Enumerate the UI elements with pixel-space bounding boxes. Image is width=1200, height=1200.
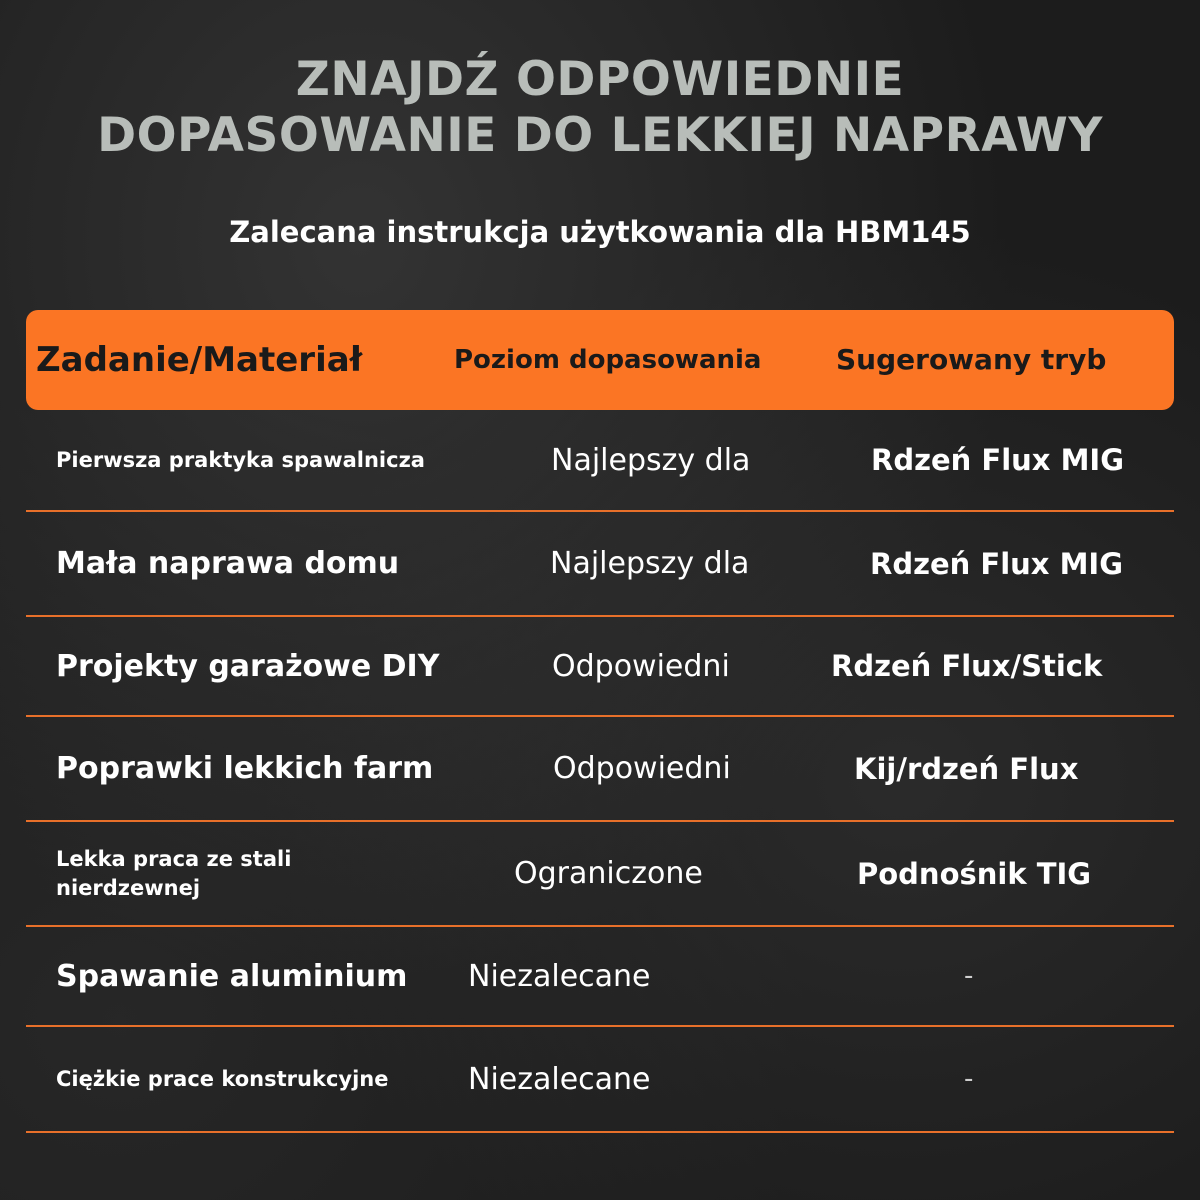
row-task: Poprawki lekkich farm	[56, 751, 434, 786]
table-row	[26, 410, 1174, 512]
table-header	[26, 310, 1174, 410]
row-level: Odpowiedni	[553, 751, 731, 786]
row-task: Mała naprawa domu	[56, 546, 400, 581]
row-level: Niezalecane	[468, 958, 651, 994]
table-row	[26, 927, 1174, 1027]
table-row	[26, 822, 1174, 927]
row-task: Ciężkie prace konstrukcyjne	[56, 1066, 389, 1091]
page-subtitle: Zalecana instrukcja użytkowania dla HBM145	[229, 215, 971, 249]
row-task: Pierwsza praktyka spawalnicza	[56, 447, 425, 472]
row-mode: Kij/rdzeń Flux	[854, 751, 1079, 786]
row-level: Niezalecane	[468, 1061, 651, 1097]
title-line-2: DOPASOWANIE DO LEKKIEJ NAPRAWY	[97, 108, 1103, 163]
row-level: Ograniczone	[514, 856, 703, 891]
table-row	[26, 1027, 1174, 1133]
row-mode: Podnośnik TIG	[857, 856, 1092, 891]
header-task-material: Zadanie/Materiał	[36, 340, 363, 380]
table-row	[26, 512, 1174, 617]
row-task: Projekty garażowe DIY	[56, 648, 440, 684]
table-row	[26, 717, 1174, 822]
title-line-1: ZNAJDŹ ODPOWIEDNIE	[295, 52, 905, 107]
row-mode: -	[964, 1064, 974, 1094]
page-title	[0, 52, 1200, 164]
header-fit-level: Poziom dopasowania	[454, 345, 762, 375]
row-task: Spawanie aluminium	[56, 958, 408, 994]
row-mode: Rdzeń Flux/Stick	[831, 649, 1103, 683]
row-level: Najlepszy dla	[551, 442, 751, 478]
row-level: Najlepszy dla	[550, 546, 750, 581]
row-mode: -	[964, 961, 974, 991]
row-mode: Rdzeń Flux MIG	[871, 443, 1125, 477]
row-task: Lekka praca ze stali nierdzewnej	[56, 846, 292, 900]
row-level: Odpowiedni	[552, 648, 730, 684]
header-suggested-mode: Sugerowany tryb	[836, 343, 1107, 376]
row-mode: Rdzeń Flux MIG	[870, 546, 1124, 581]
table-row	[26, 617, 1174, 717]
